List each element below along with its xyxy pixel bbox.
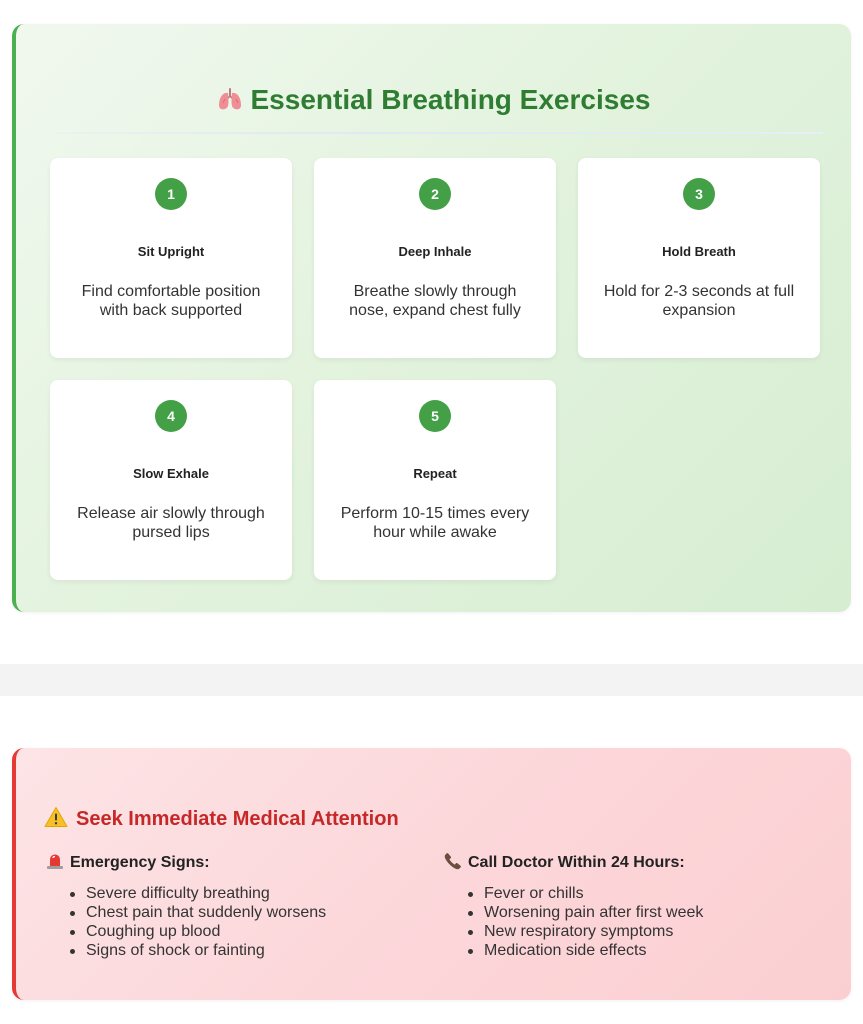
step-number-badge: 4 bbox=[155, 400, 187, 432]
call-doctor-heading bbox=[444, 852, 834, 876]
step-card-1 bbox=[50, 158, 292, 358]
list-item: Worsening pain after first week bbox=[468, 903, 834, 922]
siren-icon bbox=[46, 852, 64, 875]
breathing-exercises-panel bbox=[12, 24, 851, 612]
list-item: New respiratory symptoms bbox=[468, 922, 834, 941]
call-doctor-heading-text: Call Doctor Within 24 Hours: bbox=[468, 854, 685, 871]
step-title: Deep Inhale bbox=[398, 244, 472, 259]
call-doctor-column bbox=[444, 852, 834, 960]
list-item: Chest pain that suddenly worsens bbox=[70, 903, 426, 922]
step-description: Breathe slowly through nose, expand chest fully bbox=[349, 283, 521, 319]
emergency-signs-heading-text: Emergency Signs: bbox=[70, 854, 210, 871]
medical-attention-panel bbox=[12, 748, 851, 1000]
title-divider bbox=[54, 132, 823, 134]
step-title: Repeat bbox=[413, 466, 457, 481]
emergency-signs-column bbox=[46, 852, 426, 960]
step-number-badge: 3 bbox=[683, 178, 715, 210]
step-title: Slow Exhale bbox=[133, 466, 209, 481]
step-description: Perform 10-15 times every hour while awake bbox=[340, 505, 530, 541]
list-item: Fever or chills bbox=[468, 884, 834, 903]
call-doctor-list bbox=[444, 884, 834, 960]
step-number-badge: 1 bbox=[155, 178, 187, 210]
step-card-2 bbox=[314, 158, 556, 358]
breathing-title bbox=[16, 84, 851, 119]
step-description: Release air slowly through pursed lips bbox=[77, 505, 265, 541]
section-separator bbox=[0, 664, 863, 696]
lungs-icon bbox=[217, 86, 243, 119]
list-item: Signs of shock or fainting bbox=[70, 941, 426, 960]
breathing-title-text: Essential Breathing Exercises bbox=[250, 84, 651, 115]
step-title: Hold Breath bbox=[662, 244, 736, 259]
emergency-signs-list bbox=[46, 884, 426, 960]
step-card-4 bbox=[50, 380, 292, 580]
emergency-signs-heading bbox=[46, 852, 426, 876]
step-number-badge: 2 bbox=[419, 178, 451, 210]
alert-title bbox=[44, 806, 399, 834]
step-description: Find comfortable position with back supported bbox=[81, 283, 261, 319]
alert-title-text: Seek Immediate Medical Attention bbox=[76, 808, 399, 830]
phone-icon bbox=[444, 852, 462, 875]
step-number-badge: 5 bbox=[419, 400, 451, 432]
warning-icon bbox=[44, 806, 68, 834]
step-card-3 bbox=[578, 158, 820, 358]
list-item: Medication side effects bbox=[468, 941, 834, 960]
step-title: Sit Upright bbox=[137, 244, 205, 259]
step-description: Hold for 2-3 seconds at full expansion bbox=[603, 283, 795, 319]
list-item: Severe difficulty breathing bbox=[70, 884, 426, 903]
step-card-5 bbox=[314, 380, 556, 580]
list-item: Coughing up blood bbox=[70, 922, 426, 941]
